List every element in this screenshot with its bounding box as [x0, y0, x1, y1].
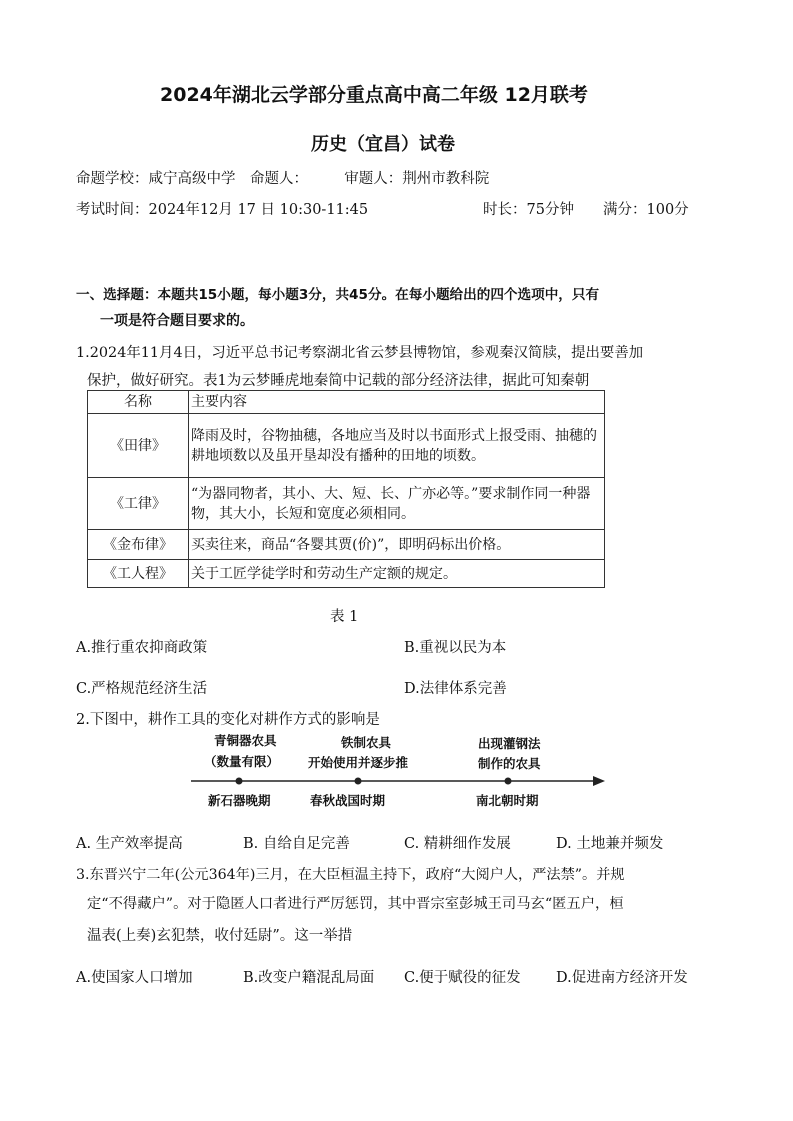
q1-option-b[interactable]: B.重视以民为本 — [404, 640, 507, 656]
timeline-period-neolithic: 新石器晚期 — [208, 793, 271, 808]
exam-subtitle: 历史（宜昌）试卷 — [311, 134, 455, 155]
section-heading-line1: 一、选择题：本题共15小题，每小题3分，共45分。在每小题给出的四个选项中，只有 — [76, 287, 600, 303]
law-content: 降雨及时，谷物抽穗，各地应当及时以书面形式上报受雨、抽穗的耕地顷数以及虽开垦却没有播种的田地的顷数。 — [189, 414, 605, 478]
timeline-point — [505, 778, 512, 785]
q1-option-c[interactable]: C.严格规范经济生活 — [76, 681, 208, 697]
q1-stem-line1: 1.2024年11月4日，习近平总书记考察湖北省云梦县博物馆，参观秦汉简牍，提出要善加 — [76, 345, 644, 361]
timeline-axis — [185, 770, 610, 792]
timeline-label-steel-note: 制作的农具 — [478, 756, 541, 771]
law-name: 《工人程》 — [88, 560, 189, 588]
timeline-label-iron: 铁制农具 — [341, 735, 392, 750]
law-name: 《田律》 — [88, 414, 189, 478]
law-table — [87, 390, 605, 588]
q3-option-c[interactable]: C.便于赋役的征发 — [404, 970, 521, 986]
table-header-content: 主要内容 — [189, 391, 605, 414]
full-score: 满分：100分 — [603, 202, 689, 218]
timeline-point — [236, 778, 243, 785]
timeline-label-steel: 出现灌钢法 — [478, 736, 541, 751]
table-row — [88, 478, 605, 530]
law-content: “为器同物者，其小、大、短、长、广亦必等。”要求制作同一种器物，其大小，长短和宽度必须相同。 — [189, 478, 605, 530]
q1-stem-line2: 保护，做好研究。表1为云梦睡虎地秦简中记载的部分经济法律，据此可知秦朝 — [87, 373, 590, 389]
exam-title: 2024年湖北云学部分重点高中高二年级 12月联考 — [160, 84, 588, 106]
duration: 时长：75分钟 — [483, 202, 574, 218]
timeline-point — [355, 778, 362, 785]
q2-option-b[interactable]: B. 自给自足完善 — [243, 836, 350, 852]
timeline-arrow — [593, 776, 605, 786]
q2-option-c[interactable]: C. 精耕细作发展 — [404, 836, 511, 852]
q3-stem-line1: 3.东晋兴宁二年(公元364年)三月，在大臣桓温主持下，政府“大阅户人，严法禁”。并规 — [76, 867, 625, 883]
law-content: 关于工匠学徒学时和劳动生产定额的规定。 — [189, 560, 605, 588]
law-name: 《金布律》 — [88, 530, 189, 560]
law-name: 《工律》 — [88, 478, 189, 530]
q3-stem-line3: 温表(上奏)玄犯禁，收付廷尉”。这一举措 — [87, 928, 353, 944]
school-line: 命题学校：咸宁高级中学 命题人： 审题人：荆州市教科院 — [76, 171, 490, 187]
table-row — [88, 414, 605, 478]
q1-option-d[interactable]: D.法律体系完善 — [404, 681, 507, 697]
table-header-name: 名称 — [88, 391, 189, 414]
q3-stem-line2: 定“不得藏户”。对于隐匿人口者进行严厉惩罚，其中晋宗室彭城王司马玄“匿五户，桓 — [87, 896, 624, 912]
time-line: 考试时间：2024年12月 17 日 10:30-11:45 — [76, 202, 369, 218]
table-row — [88, 560, 605, 588]
timeline-period-spring-autumn: 春秋战国时期 — [310, 793, 386, 808]
table-row — [88, 530, 605, 560]
q3-option-a[interactable]: A.使国家人口增加 — [76, 970, 193, 986]
timeline-label-iron-note: 开始使用并逐步推 — [308, 755, 409, 770]
q2-option-d[interactable]: D. 土地兼并频发 — [556, 836, 664, 852]
section-heading-line2: 一项是符合题目要求的。 — [100, 313, 254, 329]
law-content: 买卖往来，商品“各婴其贾(价)”，即明码标出价格。 — [189, 530, 605, 560]
table-caption: 表 1 — [330, 609, 359, 625]
q1-option-a[interactable]: A.推行重农抑商政策 — [76, 640, 208, 656]
q2-option-a[interactable]: A. 生产效率提高 — [76, 836, 183, 852]
table-header-row — [88, 391, 605, 414]
q2-stem: 2.下图中，耕作工具的变化对耕作方式的影响是 — [76, 712, 380, 728]
q3-option-b[interactable]: B.改变户籍混乱局面 — [243, 970, 375, 986]
timeline-period-southern-northern: 南北朝时期 — [476, 793, 539, 808]
q3-option-d[interactable]: D.促进南方经济开发 — [556, 970, 688, 986]
timeline-label-bronze-note: （数量有限） — [204, 754, 280, 769]
timeline-label-bronze: 青铜器农具 — [214, 733, 277, 748]
